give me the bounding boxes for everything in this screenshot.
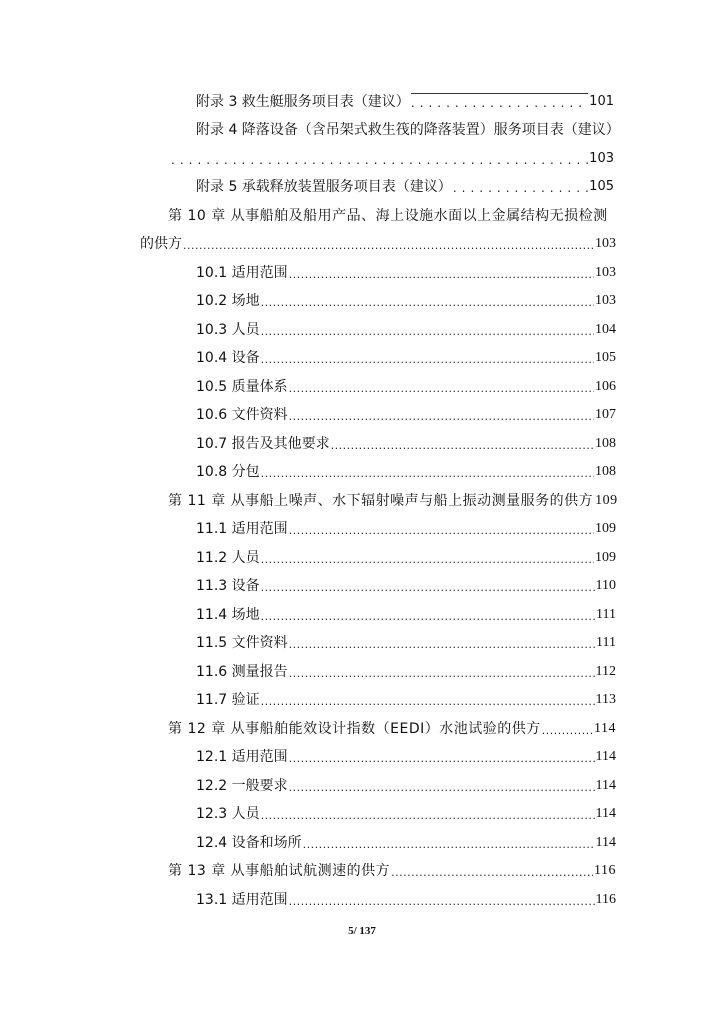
toc-entry-label: 12.2 一般要求 — [196, 778, 288, 794]
toc-leader-dots — [331, 435, 594, 453]
toc-entry[interactable] — [196, 834, 616, 852]
toc-entry-label: 10.7 报告及其他要求 — [196, 436, 330, 452]
toc-leader-dots — [183, 235, 594, 253]
toc-chapter-11[interactable] — [168, 492, 616, 510]
toc-entry-label: 12.4 设备和场所 — [196, 835, 302, 851]
toc-entry-page: 103 — [595, 293, 616, 308]
toc-entry-label: 附录 5 承载释放装置服务项目表（建议） — [196, 179, 452, 195]
toc-entry-page: 104 — [595, 322, 616, 337]
toc-entry-label: 12.1 适用范围 — [196, 749, 288, 765]
toc-leader-dots — [261, 321, 594, 339]
toc-leader-dots — [171, 150, 588, 168]
toc-entry-page: 109 — [595, 550, 616, 565]
toc-leader-dots — [289, 891, 595, 909]
toc-entry[interactable] — [196, 606, 616, 624]
toc-entry-page: 103 — [589, 151, 614, 166]
toc-entry-label: 11.4 场地 — [196, 607, 260, 623]
toc-entry[interactable] — [196, 891, 616, 909]
toc-entry-label: 10.2 场地 — [196, 293, 260, 309]
toc-entry-label: 10.6 文件资料 — [196, 407, 288, 423]
toc-leader-dots — [261, 805, 595, 823]
toc-entry[interactable] — [196, 321, 616, 339]
toc-leader-dots — [261, 691, 595, 709]
toc-entry-label: 10.8 分包 — [196, 464, 260, 480]
toc-entry[interactable] — [196, 349, 616, 367]
toc-entry-label: 13.1 适用范围 — [196, 892, 288, 908]
toc-leader-dots — [289, 634, 595, 652]
toc-entry-page: 109 — [595, 493, 618, 508]
toc-entry-label: 10.1 适用范围 — [196, 265, 288, 281]
toc-entry-label: 11.1 适用范围 — [196, 521, 288, 537]
toc-entry-label: 10.4 设备 — [196, 350, 260, 366]
toc-chapter-13[interactable] — [168, 862, 616, 880]
toc-chapter-10-cont — [140, 235, 616, 253]
toc-entry-label: 11.6 测量报告 — [196, 664, 288, 680]
toc-entry[interactable] — [196, 577, 616, 595]
toc-leader-dots — [261, 549, 594, 567]
toc-entry-page: 116 — [594, 863, 616, 878]
toc-entry-page: 108 — [595, 436, 616, 451]
toc-entry-label: 附录 3 救生艇服务项目表（建议） — [196, 94, 410, 110]
toc-entry[interactable] — [196, 292, 616, 310]
toc-entry-page: 103 — [595, 236, 616, 251]
toc-entry-page: 114 — [595, 835, 616, 850]
toc-entry-label: 10.5 质量体系 — [196, 379, 288, 395]
toc-entry[interactable] — [196, 406, 616, 424]
toc-entry-page: 110 — [595, 578, 616, 593]
toc-leader-dots — [289, 777, 595, 795]
toc-entry-appendix-4-leader — [170, 150, 614, 168]
toc-leader-dots — [261, 577, 595, 595]
toc-entry-page: 111 — [596, 607, 616, 622]
toc-entry[interactable] — [196, 435, 616, 453]
toc-entry[interactable] — [196, 805, 616, 823]
toc-entry-label: 第 13 章 从事船舶试航测速的供方 — [168, 863, 391, 879]
toc-entry[interactable] — [196, 463, 616, 481]
toc-entry-page: 106 — [595, 379, 616, 394]
toc-leader-dots — [261, 292, 594, 310]
toc-leader-dots — [289, 663, 595, 681]
toc-chapter-10[interactable] — [168, 207, 616, 225]
toc-entry-page: 114 — [594, 721, 616, 736]
toc-leader-dots — [289, 378, 594, 396]
toc-leader-dots — [261, 463, 594, 481]
toc-entry-page: 114 — [595, 778, 616, 793]
toc-leader-dots — [289, 406, 594, 424]
toc-entry[interactable] — [196, 663, 616, 681]
toc-leader-dots — [261, 606, 595, 624]
toc-leader-dots — [453, 178, 588, 196]
toc-chapter-12[interactable] — [168, 720, 616, 738]
toc-entry-page: 116 — [595, 892, 616, 907]
toc-entry-label: 的供方 — [140, 236, 182, 252]
toc-entry-appendix-5[interactable] — [196, 178, 614, 196]
toc-entry[interactable] — [196, 691, 616, 709]
toc-entry-page: 111 — [596, 635, 616, 650]
toc-entry-label: 第 10 章 从事船舶及船用产品、海上设施水面以上金属结构无损检测 — [168, 208, 608, 224]
toc-leader-dots — [289, 520, 594, 538]
toc-entry-label: 11.7 验证 — [196, 692, 260, 708]
toc-entry[interactable] — [196, 748, 616, 766]
page-footer-number: 5/ 137 — [348, 925, 376, 937]
toc-entry-label: 11.2 人员 — [196, 550, 260, 566]
toc-entry-label: 第 11 章 从事船上噪声、水下辐射噪声与船上振动测量服务的供方 — [168, 493, 594, 509]
toc-entry-label: 12.3 人员 — [196, 806, 260, 822]
toc-leader-dots — [261, 349, 594, 367]
toc-entry-page: 101 — [589, 94, 614, 109]
toc-entry[interactable] — [196, 264, 616, 282]
toc-leader-dots — [542, 720, 593, 738]
toc-entry-label: 11.5 文件资料 — [196, 635, 288, 651]
toc-leader-dots — [289, 264, 594, 282]
toc-entry-page: 105 — [589, 179, 614, 194]
toc-entry[interactable] — [196, 777, 616, 795]
toc-leader-dots — [289, 748, 595, 766]
toc-leader-dots — [303, 834, 595, 852]
toc-entry-page: 105 — [595, 350, 616, 365]
toc-entry-page: 107 — [595, 407, 616, 422]
toc-leader-dots — [411, 92, 588, 111]
toc-entry-page: 108 — [595, 464, 616, 479]
toc-entry-appendix-4[interactable] — [196, 121, 620, 139]
toc-entry-label: 第 12 章 从事船舶能效设计指数（EEDI）水池试验的供方 — [168, 721, 541, 737]
toc-entry-label: 附录 4 降落设备（含吊架式救生筏的降落装置）服务项目表（建议） — [196, 122, 620, 138]
toc-entry[interactable] — [196, 634, 616, 652]
toc-entry-page: 114 — [595, 749, 616, 764]
toc-entry-appendix-3[interactable] — [196, 92, 614, 111]
toc-entry-page: 109 — [595, 521, 616, 536]
toc-entry-page: 103 — [595, 265, 616, 280]
toc-entry[interactable] — [196, 549, 616, 567]
toc-entry-page: 113 — [595, 692, 616, 707]
toc-leader-dots — [391, 862, 593, 880]
toc-entry-page: 112 — [595, 664, 616, 679]
toc-entry-page: 114 — [595, 806, 616, 821]
toc-entry-label: 11.3 设备 — [196, 578, 260, 594]
toc-entry-label: 10.3 人员 — [196, 322, 260, 338]
toc-entry[interactable] — [196, 520, 616, 538]
toc-entry[interactable] — [196, 378, 616, 396]
